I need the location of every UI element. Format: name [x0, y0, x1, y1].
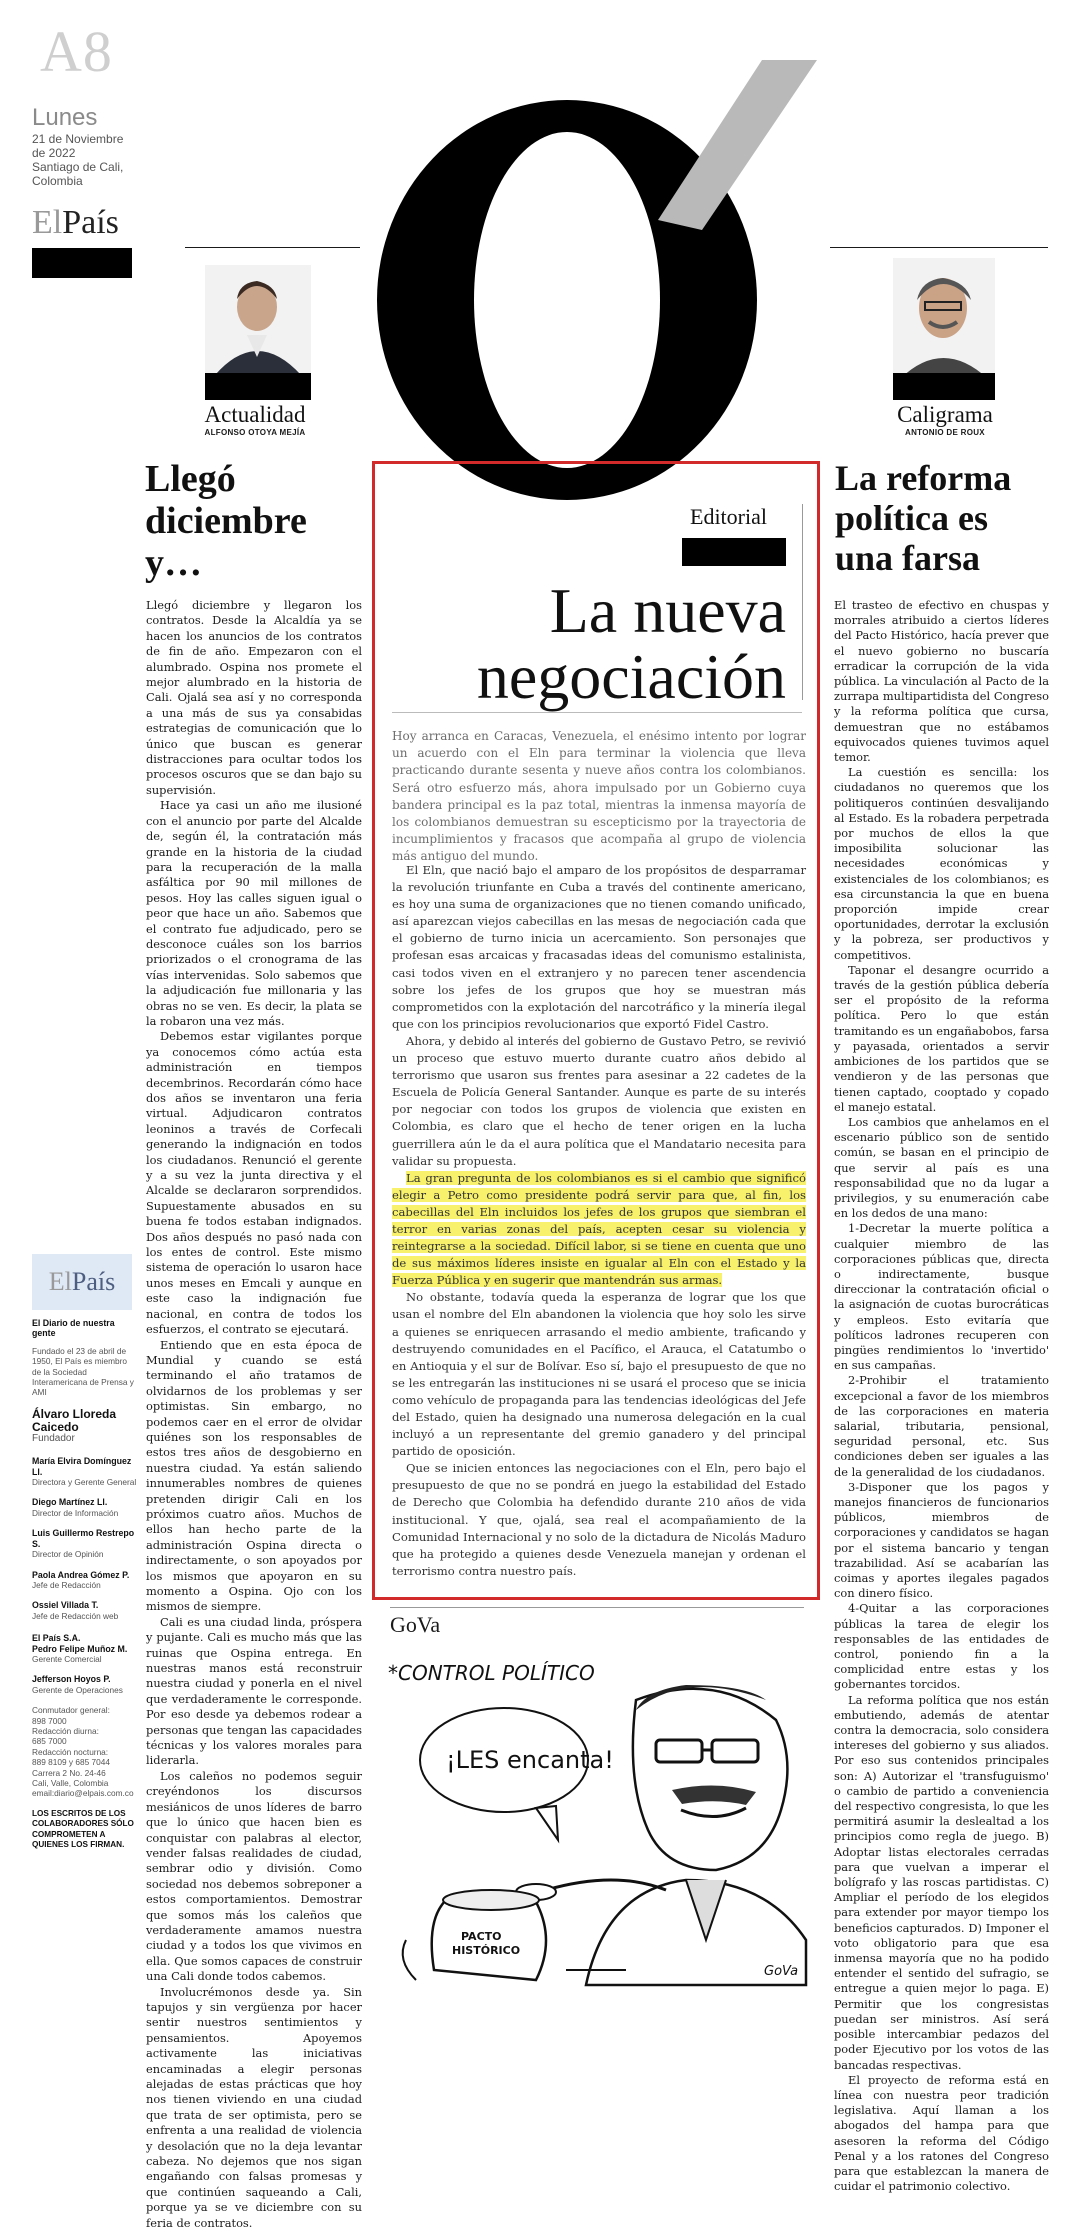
paragraph: El trasteo de efectivo en chuspas y morrales atribuido a ciertos líderes del Pacto Histórico, hacía prever que el nuevo gobierno no buscaría erradicar la corrupción de la vida pública. La vinculación al Pacto de la zurrapa multipartidista del Congreso y la reforma política que cursa, demuestran que no estábamos equivocados quienes tuvimos aquel temor. [834, 598, 1049, 765]
editorial-bar [682, 538, 786, 566]
sidebar-tagline: El Diario de nuestra gente [32, 1318, 115, 1339]
paragraph: Ahora, y debido al interés del gobierno de Gustavo Petro, se revivió un proceso que estuvo muerto durante cuatro años debido al terrorismo que usaron sus frentes para asesinar a 22 cadetes de la Escuela de Policía General Santander. Aunque es parte de su interés por negociar con todos los grupos de violencia que existen en Colombia, es claro que el hecho de tener origen en la lucha guerrillera aún le da el aura política que el Mandatario necesita para validar su propuesta. [392, 1033, 806, 1168]
paragraph: Entiendo que en esta época de Mundial y cuando se está terminando el año tratamos de olvidarnos de los problemas y ser optimistas. Sin embargo, no podemos caer en el error de olvidar quiénes son los responsables de estos tres años de desgobierno en nuestra ciudad. Ya están saliendo innumerables nombres de quienes pretenden dirigir Cali en los próximos cuatro años. Muchos de ellos han hecho parte de la administración Ospina directa o indirectamente, o son apoyados por los mismos que apoyaron en su momento a Ospina. Ojo con los mismos de siempre. [146, 1337, 362, 1614]
paragraph: 2-Prohibir el tratamiento excepcional a favor de los miembros de las corporaciones en materia salarial, tributaria, pensional, seguridad personal, etc. Sus condiciones deben ser iguales a las de la generalidad de los ciudadanos. [834, 1373, 1049, 1479]
highlighted-text: La gran pregunta de los colombianos es si el cambio que significó elegir a Petro como presidente podrá servir para que, al fin, los cabecillas del Eln incluidos los jefes de los grupos que siembran el terror en varias zonas del país, acepten cesar su violencia y reintegrarse a la sociedad. Difícil labor, si se tiene en cuenta que uno de sus máximos líderes insiste en igualar al Eln con el Estado y la Fuerza Pública y en sugerir que mantendrán sus armas. [392, 1170, 806, 1288]
paragraph: 4-Quitar a las corporaciones públicas la tarea de elegir los responsables de las entidades de control, poniendo fin a la complicidad entre estas y los gobernantes torcidos. [834, 1601, 1049, 1692]
editorial-kicker: Editorial [690, 504, 767, 529]
editorial-title [400, 575, 786, 712]
staff-role: Director de Opinión [32, 1549, 104, 1560]
paragraph: Los cambios que anhelamos en el escenario público son de sentido común, se basan en el principio de que servir al país es una responsabilidad que no da lugar a privilegios, y su enumeración cabe en los dedos de una mano: [834, 1114, 1049, 1221]
date-line-1: 21 de Noviembre [32, 132, 124, 146]
paragraph: Los caleños no podemos seguir creyéndonos los discursos mesiánicos de unos líderes de barro que lo único que hacen bien es conquistar con palabras al elector, vender falsas realidades de ciudad, sembrar odio y división. Como sociedad nos debemos sobreponer a estos comportamientos. Demostrar que somos más los caleños que verdaderamente amamos nuestra ciudad y a todos los que vivimos en ella. Que somos capaces de construir una Cali donde todos cabemos. [146, 1768, 362, 1984]
jar-label-1: PACTO [461, 1930, 502, 1943]
author-photo-left-bar [205, 373, 311, 400]
staff-name: Ossiel Villada T. [32, 1600, 99, 1611]
contact-line: 685 7000 [32, 1736, 67, 1747]
editorial-title-line-1: La nueva [549, 575, 786, 646]
portrait-icon [893, 258, 995, 378]
editorial-lead: Hoy arranca en Caracas, Venezuela, el enésimo intento por lograr un acuerdo con el Eln para terminar la violencia que lleva practicando durante sesenta y nueve años contra los colombianos. Será otro esfuerzo más, ahora impulsado por un Gobierno cuya bandera principal es la paz total, mientras la inmensa mayoría de los colombianos demuestran su escepticismo por la trayectoria de incumplimientos y fracasos que acompaña al grupo de violencia más antiguo del mundo. [392, 729, 806, 864]
author-photo-right-bar [893, 373, 995, 400]
editorial-side-rule [802, 504, 803, 700]
right-article-body [834, 598, 1049, 2194]
staff-name: Paola Andrea Gómez P. [32, 1569, 130, 1580]
sidebar-credits [32, 1318, 137, 1850]
date-line-2: de 2022 [32, 146, 76, 160]
paragraph: Involucrémonos desde ya. Sin tapujos y sin vergüenza por hacer sentir nuestros sentimientos y pensamientos. Apoyemos activamente las iniciativas encaminadas a elegir personas alejadas de estas prácticas que hoy nos tienen viviendo en una ciudad que trata de ser optimista, pero se enfrenta a una realidad de violencia y desolación que no la deja levantar cabeza. No dejemos que nos sigan engañando con falsas promesas y que continúen saqueando a Cali, porque ya se ve diciembre con su feria de contratos. [146, 1984, 362, 2230]
contact-line: Redacción diurna: [32, 1725, 99, 1736]
brand-bar [32, 248, 132, 278]
date-line-3: Santiago de Cali, [32, 160, 124, 174]
paragraph: Que se inicien entonces las negociaciones con el Eln, pero bajo el presupuesto de que no se pondrá en juego la estabilidad del Estado de Derecho que Colombia ha defendido durante 210 años de vida institucional. Y que, ojalá, sea real el acompañamiento de la Comunidad Internacional y no solo de la dictadura de Nicolás Maduro que ha protegido a quienes desde Venezuela manejan y ordenan el terrorismo contra nuestro país. [392, 1461, 806, 1578]
sidebar-logo [32, 1254, 132, 1310]
jar-label-2: HISTÓRICO [452, 1944, 521, 1957]
column-author-left: ALFONSO OTOYA MEJÍA [204, 428, 306, 437]
cartoon-caption: *CONTROL POLÍTICO [388, 1661, 595, 1685]
left-headline-line-2: diciembre [145, 500, 307, 542]
cartoon-top-rule [390, 1607, 804, 1608]
contact-line: 889 8109 y 685 7044 [32, 1757, 110, 1768]
paragraph: Debemos estar vigilantes porque ya conocemos cómo actúa esta administración en tiempos decembrinos. Recordarán cómo hace dos años se inventaron una feria virtual. Adjudicaron contratos leoninos a través de Corfecali generando la indignación en todos los ciudadanos. Renunció el gerente y a su vez la junta directiva y el Alcalde se declararon sorprendidos. Supuestamente abusados en su buena fe todos estaban indignados. Dos años después no pasó nada con los entes de control. Este mismo sistema de operación lo usaron hace unos meses en Emcali y aunque en este caso la indignación fue nacional, en contra de todos los esfuerzos, el contrato se ejecutará. [146, 1029, 362, 1337]
staff-name: María Elvira Domínguez Ll. [32, 1456, 132, 1477]
column-label-right: Caligrama [897, 402, 993, 427]
staff-role: Jefe de Redacción [32, 1579, 101, 1590]
paragraph: 3-Disponer que los pagos y manejos financieros de funcionarios públicos, miembros de corporaciones y candidatos se hagan por el sistema bancario y tengan trazabilidad. Así se acabarían las coimas y aportes ilegales pagados con dinero físico. [834, 1479, 1049, 1601]
contact-line: Redacción nocturna: [32, 1746, 109, 1757]
staff-name: Pedro Felipe Muñoz M. [32, 1643, 128, 1654]
brand-pais: País [62, 204, 119, 241]
paragraph: Llegó diciembre y llegaron los contratos. Desde la Alcaldía ya se hacen los anuncios de los contratos de fin de año. Empezaron con el alumbrado. Ospina nos promete el mejor alumbrado en la historia de Cali. Ojalá sea así y no corresponda a una más de sus ya consabidas estrategias de comunicación que lo único que buscan es generar distracciones para ocultar todos los procesos oscuros que se dan bajo su supervisión. [146, 598, 362, 797]
sidebar-founded: Fundado el 23 de abril de 1950, El País es miembro de la Sociedad Interamericana de Prensa y AMI [32, 1345, 134, 1398]
page-number: A8 [40, 19, 113, 84]
right-headline-line-2: política es [835, 498, 988, 538]
left-headline-line-3: y… [145, 542, 202, 584]
speech-bubble-text: ¡LES encanta! [446, 1746, 614, 1774]
sidebar-logo-pais: País [71, 1267, 116, 1296]
editorial-cartoon [386, 1640, 806, 1985]
left-headline [145, 458, 345, 584]
staff-name: Diego Martínez Ll. [32, 1497, 108, 1508]
section-letter-o [362, 60, 822, 500]
paragraph: Taponar el desangre ocurrido a través de la gestión pública debería ser el propósito de la reforma política. Pero lo que están tramitando es un engañabobos, farsa y payasada, orientados a servir ambiciones de los partidos que se vendieron y de las personas que tienen captado, cooptado y copado el manejo estatal. [834, 962, 1049, 1114]
paragraph: No obstante, todavía queda la esperanza de lograr que los que usan el nombre del Eln abandonen la violencia que hoy solo les sirve a quienes se enriquecen arrasando el medio ambiente, traficando y destruyendo comunidades en el Pacífico, el Arauca, el Catatumbo o en Antioquia y el sur de Bolívar. Eso sí, bajo el presupuesto de que no se les entregarán las instituciones ni se usará el proceso que se inicia como vehículo de propaganda para las tendencias ideológicas del Jefe del Estado, quien ha designado una numerosa delegación en la cual incluyó a un representante del gremio ganadero y del principal partido de oposición. [392, 1290, 806, 1459]
sidebar-logo-el: El [48, 1267, 72, 1296]
top-rule-left [185, 247, 360, 248]
paragraph: El Eln, que nació bajo el amparo de los propósitos de desparramar la revolución triunfante en Cuba a través del continente americano, es hoy una suma de organizaciones que no tienen comando unificado, así aparezcan viejos cabecillas en las mesas de negociación cada que el gobierno de turno inicia un acercamiento. Son personajes que profesan esas arcaicas y fracasadas ideas del comunismo estalinista, casi todos viven en el extranjero y no parecen tener ascendencia sobre los jefes de los grupos que hoy se muestran más comprometidos con la explotación del narcotráfico y la minería ilegal que con los principios revolucionarios que exportó Fidel Castro. [392, 863, 806, 1031]
left-article-body [146, 598, 362, 2231]
paragraph: El proyecto de reforma está en línea con nuestra peor tradición legislativa. Aquí llaman a los abogados del hampa para que asesoren la reforma del Código Penal y a los ratones del Congreso para que establezcan la manera de cuidar el patrimonio colectivo. [834, 2072, 1049, 2194]
author-photo-right [893, 258, 995, 378]
paragraph: La reforma política que nos están embutiendo, además de atentar contra la democracia, solo considera intereses del gobierno y sus aliados. Por eso sus contenidos principales son: A) Autorizar el 'transfuguismo' o cambio de partido a conveniencia del respectivo congresista, lo que les permitirá asumir la deslealtad a los principios como regla de juego. B) Adoptar listas electorales cerradas para que vuelvan a imperar el bolígrafo y las roscas partidistas. C) Ampliar el período de los elegidos para extender por mayor tiempo los beneficios capturados. D) Imponer el voto obligatorio para que esa inmensa mayoría que no ha podido entender el sentido del sufragio, se entregue a quien mejor lo paga. E) Permitir que los congresistas puedan ser ministros. Así será posible intercambiar pedazos del poder Ejecutivo por los votos de las bancadas respectivas. [834, 1692, 1049, 2072]
paragraph: Hace ya casi un año me ilusioné con el anuncio por parte del Alcalde de, según él, la contratación más grande en la historia de la ciudad para la recuperación de la malla asfáltica por 90 mil millones de pesos. Hoy las calles siguen igual o peor que hace un año. Sabemos que el contrato fue adjudicado, pero se desconoce cuáles son los barrios priorizados o el cronograma de las vías intervenidas. Solo sabemos que la adjudicación fue millonaria y las obras no se ven. Es decir, la plata se la robaron una vez más. [146, 798, 362, 1028]
staff-role: Director de Información [32, 1507, 119, 1518]
staff-role: Jefe de Redacción web [32, 1610, 119, 1621]
editorial-title-line-2: negociación [476, 641, 786, 712]
brand-el: El [32, 204, 63, 241]
contact-line: Cali, Valle, Colombia [32, 1778, 109, 1788]
paragraph-highlighted [392, 1170, 806, 1290]
right-headline-line-3: una farsa [835, 538, 981, 578]
date-line-4: Colombia [32, 174, 83, 188]
cartoon-title: GoVa [390, 1612, 441, 1637]
contact-line: Carrera 2 No. 24-46 [32, 1767, 106, 1778]
column-author-right: ANTONIO DE ROUX [905, 428, 985, 437]
contact-line: 898 7000 [32, 1715, 67, 1726]
cartoon-signature: GoVa [764, 1964, 799, 1979]
newspaper-brand [32, 204, 119, 242]
weekday: Lunes [32, 104, 98, 131]
paragraph: Cali es una ciudad linda, próspera y pujante. Cali es mucho más que las ruinas que Ospina entrega. En nuestras manos está reconstruir nuestra ciudad y ponerla en el nivel que verdaderamente le corresponde. Por eso desde ya debemos rodear a personas que tengan las capacidades técnicas y los valores morales para liderarla. [146, 1614, 362, 1768]
staff-role: Gerente de Operaciones [32, 1684, 123, 1695]
founder-name: Álvaro Lloreda Caicedo [32, 1406, 117, 1434]
staff-name: Luis Guillermo Restrepo S. [32, 1528, 135, 1549]
company-name: El País S.A. [32, 1633, 81, 1644]
sidebar-disclaimer: LOS ESCRITOS DE LOS COLABORADORES SÓLO COMPROMETEN A QUIENES LOS FIRMAN. [32, 1808, 134, 1850]
paragraph: 1-Decretar la muerte política a cualquier miembro de las corporaciones públicas que, directa o indirectamente, busque direccionar la contratación oficial o la asignación de cuotas burocráticas y empleos. Esto evitaría que políticos ladrones recuperen con pingües rendimientos lo 'invertido' en sus campañas. [834, 1221, 1049, 1373]
left-headline-line-1: Llegó [145, 458, 236, 500]
founder-role: Fundador [32, 1432, 75, 1444]
top-rule-right [830, 247, 1048, 248]
contact-line: Conmutador general: [32, 1705, 110, 1716]
staff-role: Directora y Gerente General [32, 1477, 137, 1488]
contact-line: email:diario@elpais.com.co [32, 1788, 134, 1799]
right-headline [835, 458, 1055, 578]
editorial-body [392, 862, 806, 1580]
staff-role: Gerente Comercial [32, 1653, 102, 1664]
paragraph: La cuestión es sencilla: los ciudadanos no queremos que los politiqueros continúen desvalijando al Estado. Es la robadera perpetrada por muchos de ellos la que imposibilita solucionar las necesidades económicas y existenciales de los colombianos; es esa circunstancia la que en buena proporción impide crear oportunidades, derrotar la exclusión y la pobreza, ser productivos y competitivos. [834, 765, 1049, 962]
column-label-left: Actualidad [204, 402, 306, 427]
editorial-divider [392, 712, 802, 713]
staff-name: Jefferson Hoyos P. [32, 1674, 111, 1685]
right-headline-line-1: La reforma [835, 458, 1012, 498]
